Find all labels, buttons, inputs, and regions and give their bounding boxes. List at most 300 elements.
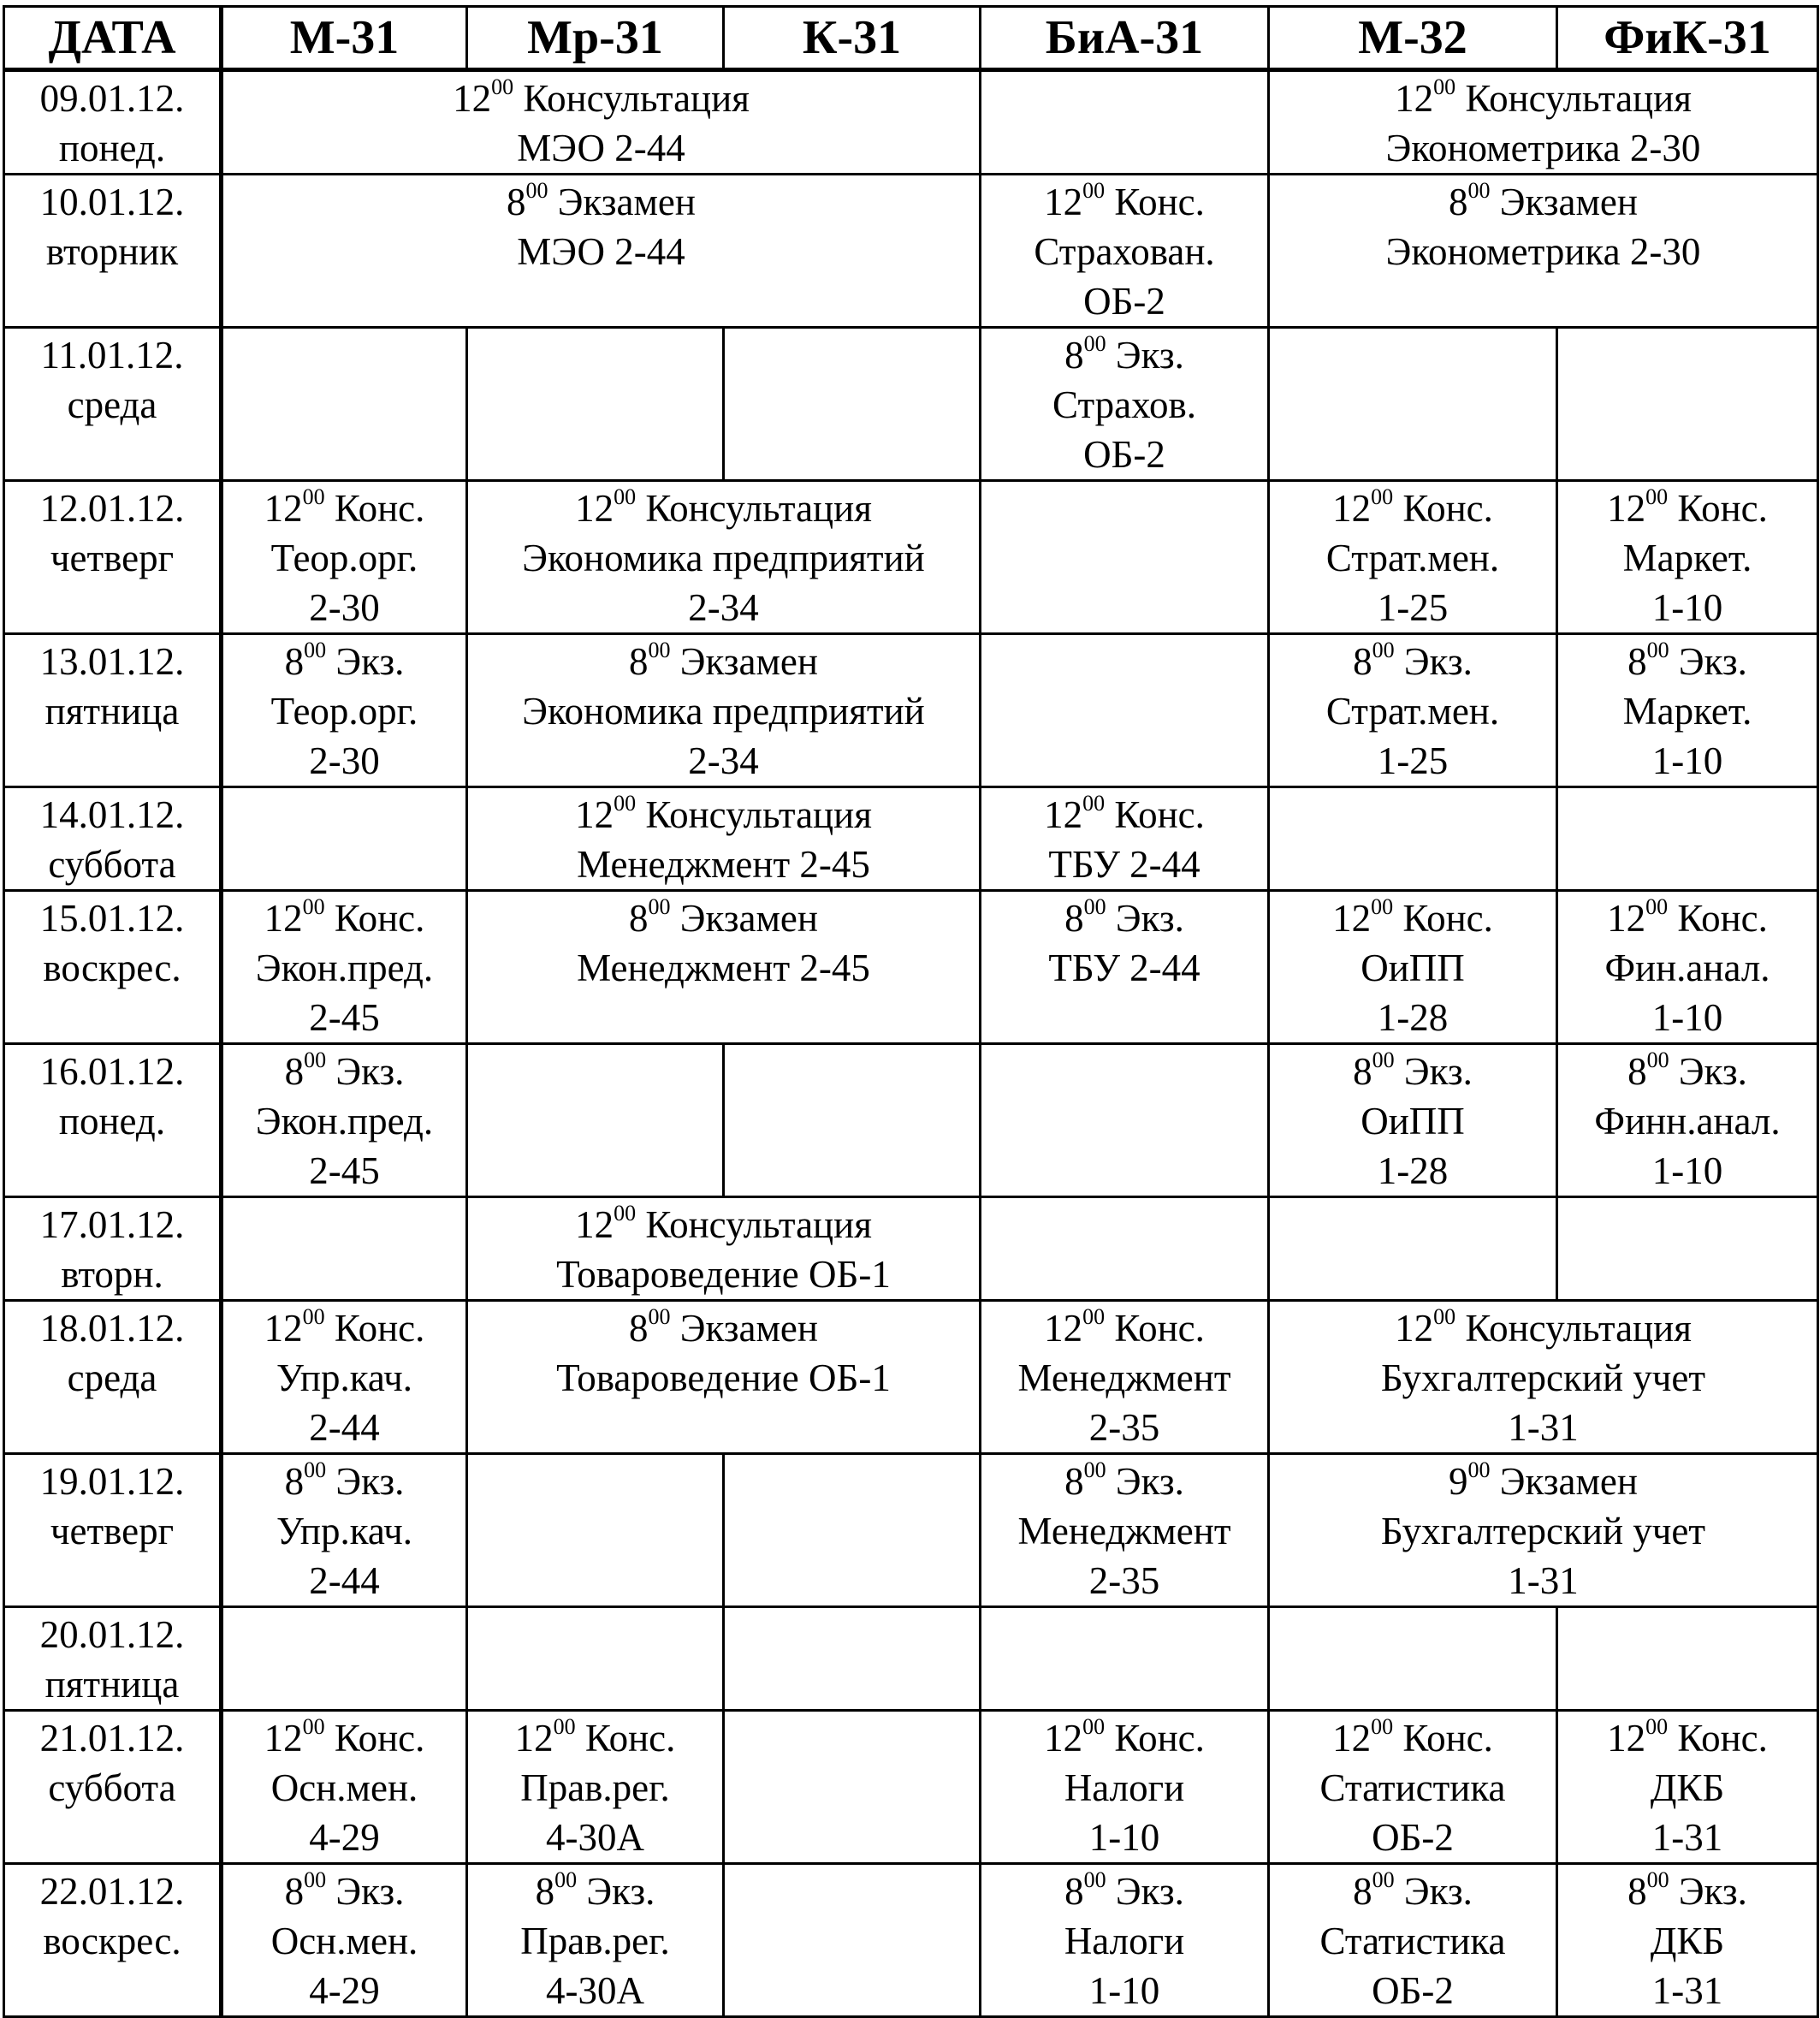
time-and-event-line [1558, 1047, 1817, 1096]
date-cell [4, 1301, 222, 1454]
time-and-event-line [981, 330, 1267, 380]
date-text: 10.01.12. [39, 181, 185, 223]
room-line: 2-35 [1088, 1406, 1160, 1449]
event-type: Конс. [1402, 487, 1493, 530]
event-type: Экз. [1678, 640, 1747, 683]
room-line: ОБ-2 [1372, 1816, 1454, 1859]
room-line: 1-31 [1651, 1969, 1723, 2012]
time-hour: 8 [284, 1460, 305, 1503]
time-hour: 12 [575, 487, 614, 530]
time-hour: 12 [453, 77, 492, 120]
exam-cell [467, 481, 981, 634]
exam-cell [1269, 634, 1557, 787]
subject-line: ТБУ 2-44 [1048, 947, 1200, 989]
subject-line: Эконометрика 2-30 [1385, 230, 1701, 273]
event-type: Конс. [334, 897, 425, 940]
exam-cell [222, 1711, 467, 1864]
room-line: ОБ-2 [1083, 433, 1165, 476]
exam-cell [1269, 1864, 1557, 2017]
subject-line: МЭО 2-44 [517, 230, 685, 273]
subject-line: Налоги [1064, 1766, 1185, 1809]
subject-line: Эконометрика 2-30 [1385, 127, 1701, 169]
event-type: Консультация [645, 487, 872, 530]
time-and-event-line [981, 1303, 1267, 1353]
time-hour: 12 [264, 487, 303, 530]
time-hour: 8 [1353, 640, 1372, 683]
time-minutes: 00 [1082, 178, 1106, 203]
time-hour: 8 [628, 640, 649, 683]
room-line: 4-30А [546, 1816, 644, 1859]
subject-line: Страт.мен. [1325, 537, 1500, 579]
header-row [4, 7, 1818, 70]
weekday-text: пятница [44, 690, 180, 733]
exam-cell [981, 1301, 1269, 1454]
time-and-event-line [1270, 74, 1817, 123]
room-line: 1-28 [1377, 996, 1449, 1039]
time-and-event-line [1558, 893, 1817, 943]
table-row [4, 70, 1818, 175]
empty-cell [724, 1044, 981, 1197]
time-and-event-line [223, 1047, 465, 1096]
time-and-event-line [981, 1867, 1267, 1916]
room-line: 2-44 [309, 1559, 380, 1602]
date-cell [4, 634, 222, 787]
time-hour: 8 [1064, 897, 1084, 940]
room-line: 1-25 [1377, 586, 1449, 629]
event-type: Консультация [1465, 1307, 1692, 1350]
table-row [4, 1607, 1818, 1711]
subject-line: Статистика [1319, 1920, 1506, 1962]
time-minutes: 00 [525, 178, 548, 203]
event-type: Экз. [335, 1460, 405, 1503]
subject-line: Менеджмент 2-45 [577, 947, 870, 989]
date-cell [4, 1454, 222, 1607]
event-type: Конс. [1677, 897, 1768, 940]
subject-line: Страхов. [1052, 383, 1196, 426]
event-type: Конс. [1677, 487, 1768, 530]
date-text: 19.01.12. [39, 1460, 185, 1503]
date-cell [4, 787, 222, 891]
room-line: 2-45 [309, 996, 380, 1039]
date-text: 18.01.12. [39, 1307, 185, 1350]
time-minutes: 00 [1371, 1714, 1394, 1739]
exam-cell [981, 1454, 1269, 1607]
time-minutes: 00 [1083, 1457, 1106, 1482]
empty-cell [981, 634, 1269, 787]
date-text: 14.01.12. [39, 793, 185, 836]
event-type: Экз. [1115, 1870, 1184, 1913]
exam-cell [981, 1711, 1269, 1864]
time-and-event-line [468, 1713, 722, 1763]
table-row [4, 1044, 1818, 1197]
exam-cell [1269, 70, 1818, 175]
exam-cell [1269, 1454, 1818, 1607]
room-line: 1-10 [1651, 996, 1723, 1039]
date-cell [4, 175, 222, 328]
subject-line: Финн.анал. [1594, 1100, 1781, 1143]
empty-cell [981, 1197, 1269, 1301]
date-cell [4, 1044, 222, 1197]
empty-cell [981, 481, 1269, 634]
time-minutes: 00 [1082, 1304, 1106, 1329]
event-type: Конс. [1402, 897, 1493, 940]
time-minutes: 00 [648, 1304, 671, 1329]
time-minutes: 00 [614, 484, 637, 509]
time-minutes: 00 [1082, 1714, 1106, 1739]
room-line: 1-10 [1088, 1816, 1160, 1859]
time-minutes: 00 [614, 791, 637, 816]
time-and-event-line [468, 484, 979, 533]
room-line: 4-30А [546, 1969, 644, 2012]
table-row [4, 1711, 1818, 1864]
subject-line: ДКБ [1650, 1920, 1725, 1962]
exam-cell [222, 634, 467, 787]
time-hour: 8 [1448, 181, 1468, 223]
time-minutes: 00 [1083, 894, 1106, 919]
time-minutes: 00 [304, 1867, 327, 1892]
exam-cell [467, 634, 981, 787]
exam-cell [1557, 634, 1818, 787]
subject-line: Экон.пред. [255, 947, 434, 989]
time-and-event-line [981, 177, 1267, 227]
room-line: 2-34 [688, 586, 759, 629]
time-hour: 12 [264, 897, 303, 940]
time-hour: 8 [628, 897, 649, 940]
event-type: Консультация [645, 793, 872, 836]
weekday-text: среда [67, 1356, 157, 1399]
table-row [4, 1864, 1818, 2017]
time-hour: 8 [284, 640, 305, 683]
exam-cell [1269, 1711, 1557, 1864]
empty-cell [1557, 328, 1818, 481]
weekday-text: суббота [48, 1766, 176, 1809]
time-minutes: 00 [1372, 1048, 1395, 1072]
empty-cell [467, 1454, 724, 1607]
exam-cell [1557, 481, 1818, 634]
event-type: Конс. [334, 1307, 425, 1350]
date-cell [4, 1197, 222, 1301]
time-minutes: 00 [302, 484, 325, 509]
subject-line: Упр.кач. [276, 1356, 412, 1399]
time-hour: 12 [575, 793, 614, 836]
empty-cell [1557, 1197, 1818, 1301]
empty-cell [724, 1864, 981, 2017]
time-hour: 8 [535, 1870, 555, 1913]
time-and-event-line [1270, 637, 1556, 686]
time-and-event-line [223, 1867, 465, 1916]
room-line: 1-25 [1377, 739, 1449, 782]
room-line: 2-44 [309, 1406, 380, 1449]
event-type: Конс. [334, 487, 425, 530]
weekday-text: понед. [58, 127, 166, 169]
time-hour: 8 [1627, 1050, 1647, 1093]
date-text: 20.01.12. [39, 1613, 185, 1656]
exam-cell [222, 1301, 467, 1454]
weekday-text: воскрес. [43, 1920, 181, 1962]
time-and-event-line [223, 177, 979, 227]
time-minutes: 00 [648, 638, 671, 662]
event-type: Конс. [1114, 1307, 1205, 1350]
time-minutes: 00 [491, 74, 514, 99]
event-type: Экз. [335, 1050, 405, 1093]
empty-cell [724, 1454, 981, 1607]
table-row [4, 634, 1818, 787]
column-header-k31: К-31 [724, 7, 981, 70]
time-and-event-line [1558, 1713, 1817, 1763]
time-minutes: 00 [1645, 1714, 1669, 1739]
event-type: Конс. [1114, 181, 1205, 223]
weekday-text: четверг [50, 1510, 175, 1552]
time-hour: 8 [1353, 1870, 1372, 1913]
exam-cell [467, 1864, 724, 2017]
time-hour: 12 [1332, 897, 1372, 940]
empty-cell [222, 1197, 467, 1301]
weekday-text: вторник [45, 230, 179, 273]
room-line: 1-10 [1651, 586, 1723, 629]
time-minutes: 00 [302, 894, 325, 919]
time-hour: 12 [1607, 897, 1646, 940]
exam-cell [1269, 175, 1818, 328]
subject-line: Налоги [1064, 1920, 1185, 1962]
time-minutes: 00 [1433, 74, 1456, 99]
subject-line: ОиПП [1361, 1100, 1465, 1143]
subject-line: Фин.анал. [1604, 947, 1770, 989]
time-minutes: 00 [1372, 638, 1395, 662]
time-hour: 12 [1395, 77, 1434, 120]
event-type: Конс. [1114, 1717, 1205, 1760]
exam-cell [222, 175, 981, 328]
time-minutes: 00 [614, 1201, 637, 1226]
date-text: 11.01.12. [40, 334, 184, 377]
exam-cell [222, 481, 467, 634]
table-row [4, 1454, 1818, 1607]
exam-cell [467, 891, 981, 1044]
empty-cell [222, 787, 467, 891]
time-and-event-line [223, 1457, 465, 1506]
subject-line: Менеджмент [1017, 1356, 1231, 1399]
table-row [4, 1197, 1818, 1301]
exam-cell [1557, 1044, 1818, 1197]
subject-line: Теор.орг. [270, 537, 418, 579]
time-and-event-line [1558, 484, 1817, 533]
time-hour: 8 [1064, 1870, 1084, 1913]
date-text: 16.01.12. [39, 1050, 185, 1093]
subject-line: Бухгалтерский учет [1380, 1356, 1706, 1399]
time-and-event-line [468, 1303, 979, 1353]
time-minutes: 00 [1467, 178, 1491, 203]
table-row [4, 175, 1818, 328]
time-minutes: 00 [1646, 1048, 1669, 1072]
time-and-event-line [1270, 893, 1556, 943]
subject-line: Менеджмент [1017, 1510, 1231, 1552]
empty-cell [1269, 328, 1557, 481]
date-text: 21.01.12. [39, 1717, 185, 1760]
date-text: 22.01.12. [39, 1870, 185, 1913]
room-line: 1-31 [1508, 1406, 1579, 1449]
event-type: Экзамен [679, 897, 818, 940]
empty-cell [467, 1044, 724, 1197]
column-header-m32: М-32 [1269, 7, 1557, 70]
empty-cell [1269, 1607, 1557, 1711]
weekday-text: четверг [50, 537, 175, 579]
time-minutes: 00 [1371, 894, 1394, 919]
time-and-event-line [1270, 1713, 1556, 1763]
event-type: Конс. [1402, 1717, 1493, 1760]
subject-line: ОиПП [1361, 947, 1465, 989]
room-line: 1-10 [1651, 1149, 1723, 1192]
subject-line: Менеджмент 2-45 [577, 843, 870, 886]
time-hour: 12 [1607, 487, 1646, 530]
subject-line: Бухгалтерский учет [1380, 1510, 1706, 1552]
empty-cell [1557, 787, 1818, 891]
table-row [4, 891, 1818, 1044]
subject-line: Теор.орг. [270, 690, 418, 733]
event-type: Конс. [1677, 1717, 1768, 1760]
time-and-event-line [223, 1303, 465, 1353]
exam-cell [222, 1454, 467, 1607]
time-and-event-line [468, 637, 979, 686]
time-and-event-line [223, 1713, 465, 1763]
empty-cell [467, 328, 724, 481]
room-line: 4-29 [309, 1969, 380, 2012]
exam-cell [222, 891, 467, 1044]
time-and-event-line [1270, 1303, 1817, 1353]
column-header-m31: М-31 [222, 7, 467, 70]
exam-cell [981, 787, 1269, 891]
empty-cell [222, 328, 467, 481]
room-line: 1-10 [1088, 1969, 1160, 2012]
event-type: Консультация [645, 1203, 872, 1246]
room-line: 2-30 [309, 739, 380, 782]
time-and-event-line [223, 484, 465, 533]
column-header-mr31: Мр-31 [467, 7, 724, 70]
subject-line: Страхован. [1034, 230, 1215, 273]
time-and-event-line [468, 1200, 979, 1249]
empty-cell [724, 328, 981, 481]
event-type: Экз. [1115, 1460, 1184, 1503]
room-line: ОБ-2 [1372, 1969, 1454, 2012]
time-hour: 8 [284, 1050, 305, 1093]
event-type: Экз. [335, 640, 405, 683]
subject-line: Осн.мен. [270, 1766, 418, 1809]
time-hour: 12 [1044, 181, 1083, 223]
time-and-event-line [1270, 1047, 1556, 1096]
exam-cell [1557, 1711, 1818, 1864]
exam-cell [467, 1197, 981, 1301]
subject-line: Товароведение ОБ-1 [556, 1253, 891, 1296]
empty-cell [981, 1607, 1269, 1711]
time-and-event-line [468, 893, 979, 943]
time-minutes: 00 [1645, 894, 1669, 919]
column-header-date: ДАТА [4, 7, 222, 70]
date-text: 09.01.12. [39, 77, 185, 120]
table-row [4, 787, 1818, 891]
subject-line: Экономика предприятий [522, 537, 925, 579]
event-type: Экз. [1403, 1050, 1473, 1093]
weekday-text: среда [67, 383, 157, 426]
room-line: 2-35 [1088, 1559, 1160, 1602]
date-text: 15.01.12. [39, 897, 185, 940]
time-hour: 12 [1332, 1717, 1372, 1760]
subject-line: Маркет. [1622, 537, 1752, 579]
subject-line: ДКБ [1650, 1766, 1725, 1809]
time-minutes: 00 [1083, 1867, 1106, 1892]
time-minutes: 00 [1433, 1304, 1456, 1329]
exam-cell [1269, 481, 1557, 634]
event-type: Экз. [1678, 1050, 1747, 1093]
time-minutes: 00 [1083, 331, 1106, 356]
date-text: 12.01.12. [39, 487, 185, 530]
exam-cell [981, 1864, 1269, 2017]
exam-cell [1557, 1864, 1818, 2017]
exam-schedule-table [3, 5, 1819, 2018]
event-type: Конс. [584, 1717, 676, 1760]
event-type: Экзамен [557, 181, 696, 223]
event-type: Экзамен [1499, 1460, 1638, 1503]
time-hour: 8 [1353, 1050, 1372, 1093]
event-type: Экз. [335, 1870, 405, 1913]
weekday-text: понед. [58, 1100, 166, 1143]
time-minutes: 00 [304, 1048, 327, 1072]
date-cell [4, 891, 222, 1044]
exam-cell [467, 787, 981, 891]
room-line: 1-31 [1508, 1559, 1579, 1602]
time-hour: 8 [506, 181, 526, 223]
event-type: Экз. [1678, 1870, 1747, 1913]
time-and-event-line [223, 893, 465, 943]
time-hour: 8 [1064, 334, 1084, 377]
subject-line: Упр.кач. [276, 1510, 412, 1552]
empty-cell [1557, 1607, 1818, 1711]
subject-line: Осн.мен. [270, 1920, 418, 1962]
empty-cell [222, 1607, 467, 1711]
time-minutes: 00 [648, 894, 671, 919]
time-and-event-line [981, 1713, 1267, 1763]
room-line: 1-31 [1651, 1816, 1723, 1859]
weekday-text: вторн. [61, 1253, 163, 1296]
empty-cell [724, 1607, 981, 1711]
date-cell [4, 70, 222, 175]
table-row [4, 1301, 1818, 1454]
subject-line: Маркет. [1622, 690, 1752, 733]
room-line: 2-30 [309, 586, 380, 629]
room-line: ОБ-2 [1083, 280, 1165, 323]
time-and-event-line [1558, 1867, 1817, 1916]
empty-cell [1269, 787, 1557, 891]
exam-cell [1557, 891, 1818, 1044]
exam-cell [222, 70, 981, 175]
time-hour: 12 [1332, 487, 1372, 530]
exam-cell [222, 1044, 467, 1197]
subject-line: Товароведение ОБ-1 [556, 1356, 891, 1399]
time-and-event-line [1270, 177, 1817, 227]
room-line: 1-28 [1377, 1149, 1449, 1192]
time-hour: 12 [1395, 1307, 1434, 1350]
time-hour: 12 [514, 1717, 554, 1760]
time-and-event-line [468, 1867, 722, 1916]
date-cell [4, 481, 222, 634]
time-hour: 8 [628, 1307, 649, 1350]
room-line: 2-45 [309, 1149, 380, 1192]
exam-cell [222, 1864, 467, 2017]
table-row [4, 328, 1818, 481]
event-type: Экз. [1115, 897, 1184, 940]
weekday-text: пятница [44, 1663, 180, 1706]
event-type: Экзамен [679, 640, 818, 683]
time-and-event-line [981, 790, 1267, 840]
event-type: Экзамен [1499, 181, 1638, 223]
exam-cell [467, 1711, 724, 1864]
